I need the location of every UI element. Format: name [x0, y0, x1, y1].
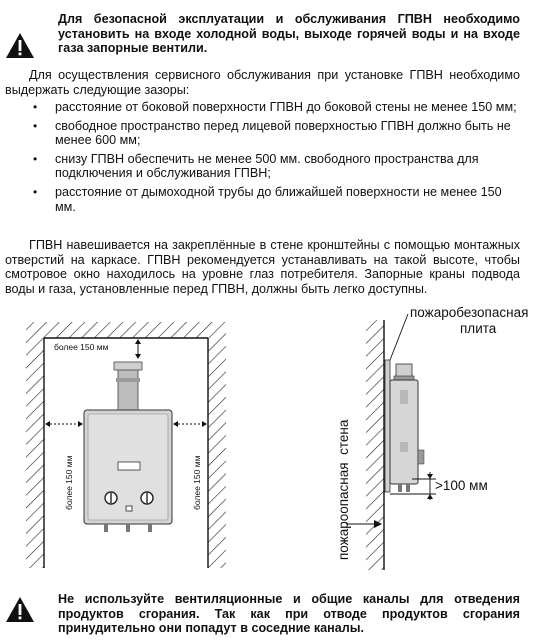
list-item: • свободное пространство перед лицевой поверхностью ГПВН должно быть не менее 600 мм;	[0, 119, 520, 148]
bottom-warning-text: Не используйте вентиляционные и общие каналы для отведения продуктов сгорания. Так как при отводе продуктов сгорания принудительно они попадут в соседние каналы.	[58, 592, 520, 635]
wall-label: пожароопасная стена	[336, 419, 351, 560]
fireproof-plate	[385, 360, 390, 492]
plate-label-line1: пожаробезопасная	[410, 305, 529, 320]
right-clearance-label: более 150 мм	[192, 455, 202, 510]
top-warning-text: Для безопасной эксплуатации и обслуживания ГПВН необходимо установить на входе холодной воды, выходе горячей воды и на входе газа запорные вентили.	[58, 12, 520, 55]
warning-triangle-icon	[5, 596, 35, 623]
right-wall-hatch	[208, 322, 226, 568]
requirements-list	[0, 100, 520, 218]
ceiling-hatch	[44, 322, 208, 338]
bottom-warning	[0, 592, 542, 640]
list-item: • снизу ГПВН обеспечить не менее 500 мм. свободного пространства для подключения и обслуживания ГПВН;	[0, 152, 520, 181]
gap-label: >100 мм	[435, 478, 488, 493]
warning-triangle-icon	[5, 32, 35, 59]
list-item: • расстояние от дымоходной трубы до ближайшей поверхности не менее 150 мм.	[0, 185, 520, 214]
mounting-paragraph: ГПВН навешивается на закреплённые в стене кронштейны с помощью монтажных отверстий на каркасе. ГПВН рекомендуется устанавливать на такой высоте, чтобы смотровое окно находилось на уровне глаз потребителя. Запорные краны подвода воды и газа, установленные перед ГПВН, должны быть легко доступны.	[5, 238, 520, 296]
wall-hatch	[366, 320, 384, 570]
flue-pipe	[118, 366, 138, 412]
plate-label-line2: плита	[460, 321, 497, 336]
top-clearance-label: более 150 мм	[54, 342, 109, 352]
viewing-window	[118, 462, 140, 470]
intro-paragraph: Для осуществления сервисного обслуживания при установке ГПВН необходимо выдержать следующие зазоры:	[5, 68, 520, 97]
list-item: • расстояние от боковой поверхности ГПВН до боковой стены не менее 150 мм;	[0, 100, 520, 115]
left-wall-hatch	[26, 322, 44, 568]
top-warning	[0, 12, 542, 62]
side-view-diagram	[318, 302, 540, 570]
front-clearance-diagram	[20, 310, 240, 570]
left-clearance-label: более 150 мм	[64, 455, 74, 510]
